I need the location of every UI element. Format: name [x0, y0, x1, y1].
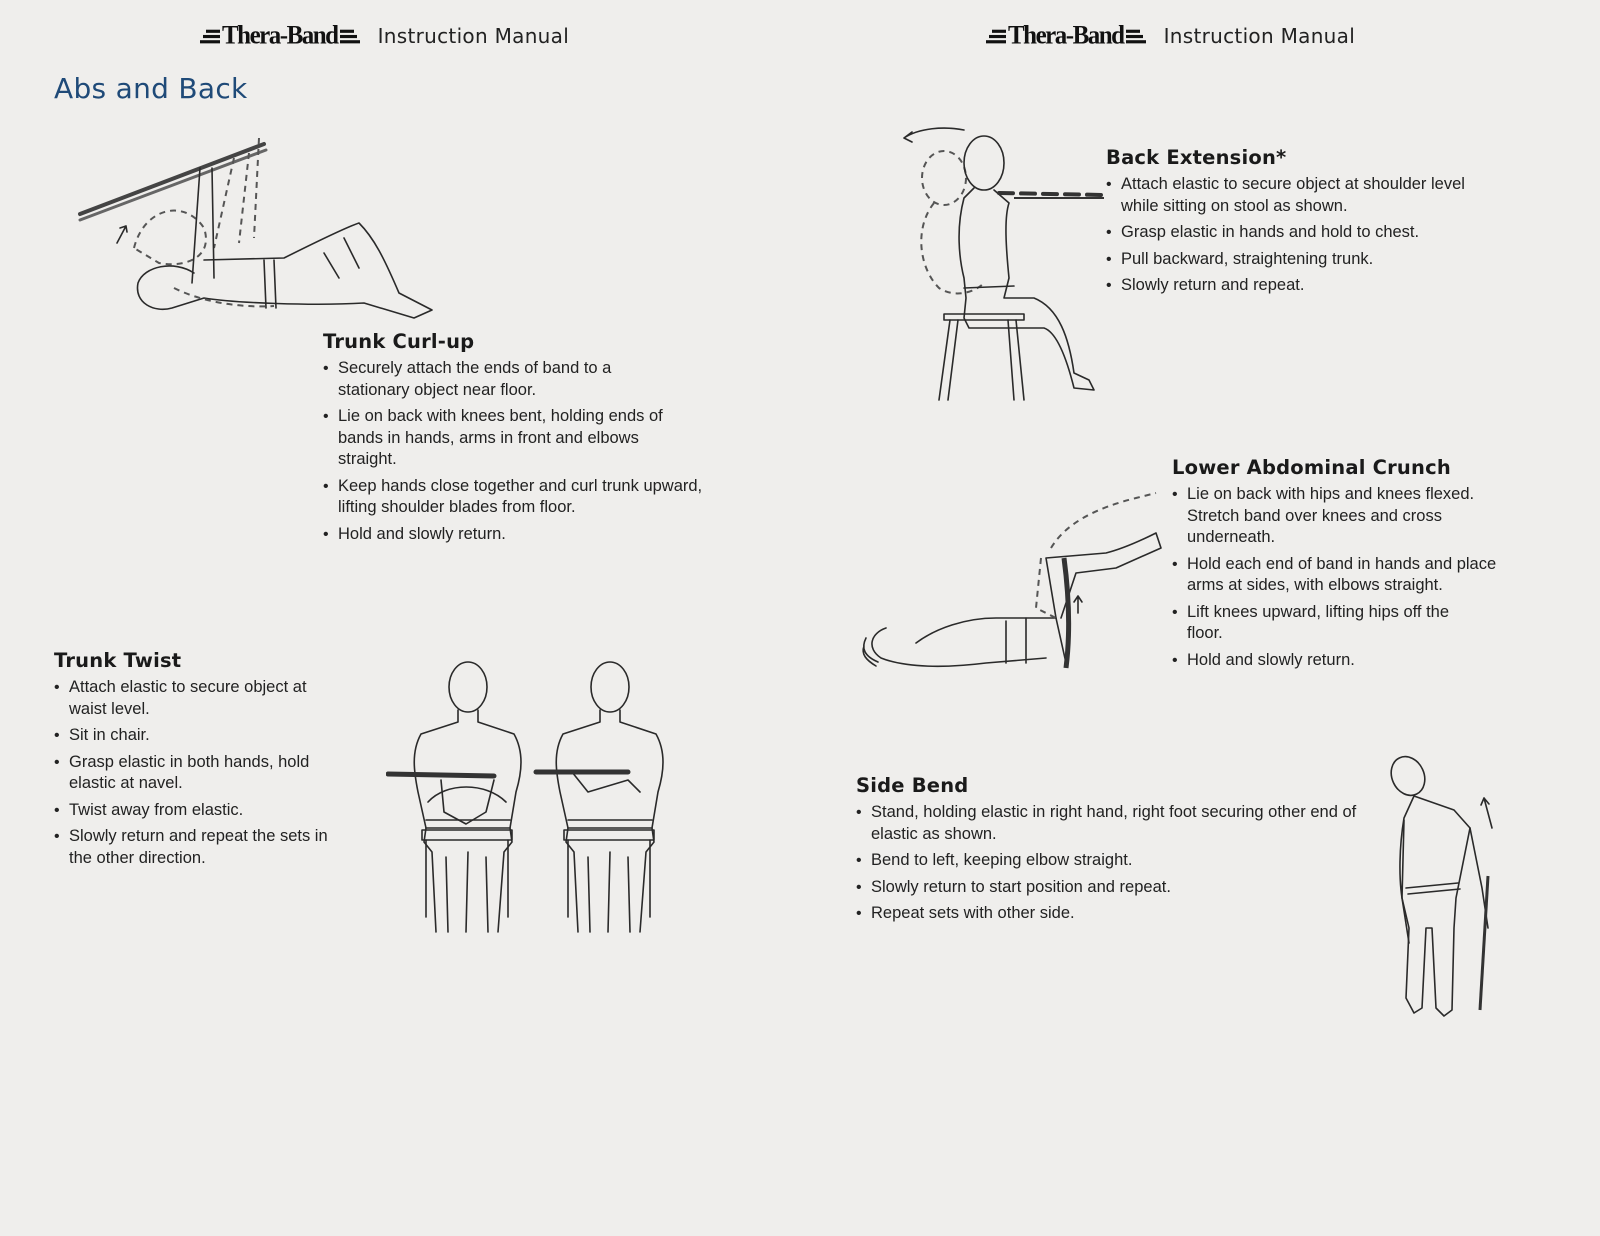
manual-label: Instruction Manual — [1163, 24, 1356, 48]
exercise-title: Lower Abdominal Crunch — [1172, 456, 1451, 479]
exercise-title: Back Extension* — [1106, 146, 1287, 169]
step-item: • Bend to left, keeping elbow straight. — [856, 850, 1376, 872]
step-item: • Hold each end of band in hands and place arms at sides, with elbows straight. — [1172, 554, 1512, 597]
exercise-steps — [1172, 484, 1512, 671]
step-item: • Twist away from elastic. — [54, 800, 334, 822]
exercise-back-extension — [1106, 146, 1506, 302]
exercise-lower-abdominal-crunch — [1172, 456, 1512, 676]
step-item: • Grasp elastic in both hands, hold elastic at navel. — [54, 752, 314, 795]
logo-stripes-icon — [986, 29, 1006, 43]
step-item: • Attach elastic to secure object at shoulder level while sitting on stool as shown. — [1106, 174, 1501, 217]
step-item: • Lift knees upward, lifting hips off the floor. — [1172, 602, 1452, 645]
lower-abdominal-crunch-illustration — [856, 478, 1166, 688]
logo-stripes-icon — [340, 29, 360, 43]
exercise-steps — [323, 358, 723, 545]
brand-name: Thera-Band — [222, 21, 338, 50]
exercise-steps — [54, 677, 334, 869]
step-item: • Slowly return and repeat the sets in the other direction. — [54, 826, 331, 869]
step-item: • Repeat sets with other side. — [856, 903, 1376, 925]
step-item: • Slowly return and repeat. — [1106, 275, 1506, 297]
back-extension-illustration — [884, 118, 1104, 403]
step-item: • Hold and slowly return. — [1172, 650, 1512, 672]
page-right — [800, 0, 1600, 1236]
theraband-logo — [198, 21, 362, 50]
step-item: • Stand, holding elastic in right hand, right foot securing other end of elastic as shown. — [856, 802, 1361, 845]
exercise-steps — [1106, 174, 1506, 297]
page-header — [198, 22, 569, 50]
step-item: • Sit in chair. — [54, 725, 334, 747]
step-item: • Grasp elastic in hands and hold to chest. — [1106, 222, 1506, 244]
exercise-trunk-curl-up — [323, 330, 723, 550]
exercise-title: Trunk Twist — [54, 649, 182, 672]
step-item: • Securely attach the ends of band to a stationary object near floor. — [323, 358, 623, 401]
step-item: • Keep hands close together and curl trunk upward, lifting shoulder blades from floor. — [323, 476, 723, 519]
manual-label: Instruction Manual — [377, 24, 570, 48]
step-item: • Hold and slowly return. — [323, 524, 723, 546]
page-header — [984, 22, 1355, 50]
trunk-curl-up-illustration — [74, 128, 444, 328]
exercise-steps — [856, 802, 1376, 925]
step-item: • Slowly return to start position and repeat. — [856, 877, 1376, 899]
exercise-title: Side Bend — [856, 774, 969, 797]
trunk-twist-illustration — [386, 652, 666, 942]
step-item: • Lie on back with knees bent, holding ends of bands in hands, arms in front and elbows straight. — [323, 406, 668, 471]
step-item: • Lie on back with hips and knees flexed. Stretch band over knees and cross underneath. — [1172, 484, 1512, 549]
exercise-side-bend — [856, 774, 1376, 930]
exercise-trunk-twist — [54, 649, 334, 874]
theraband-logo — [984, 21, 1148, 50]
side-bend-illustration — [1384, 748, 1504, 1028]
section-title: Abs and Back — [54, 72, 248, 105]
brand-name: Thera-Band — [1008, 21, 1124, 50]
logo-stripes-icon — [200, 29, 220, 43]
exercise-title: Trunk Curl-up — [323, 330, 475, 353]
step-item: • Attach elastic to secure object at waist level. — [54, 677, 329, 720]
logo-stripes-icon — [1126, 29, 1146, 43]
step-item: • Pull backward, straightening trunk. — [1106, 249, 1506, 271]
